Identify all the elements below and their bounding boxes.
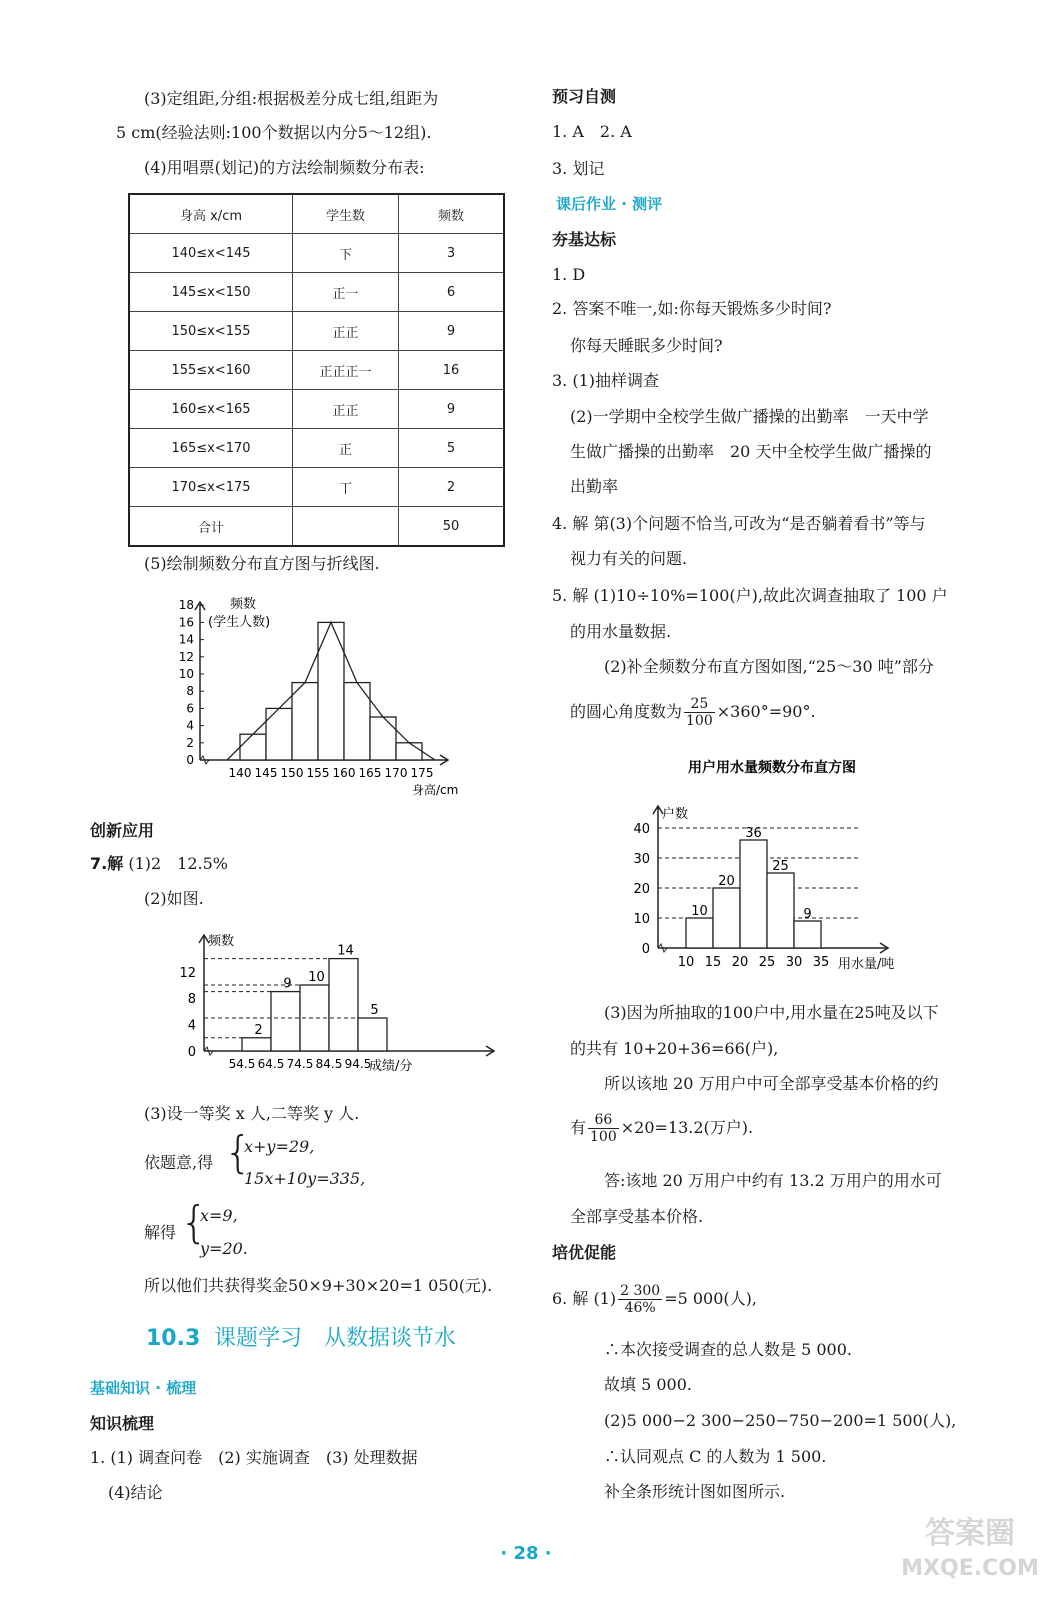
table-header-row — [129, 194, 504, 234]
y-tick-label: 10 — [178, 667, 194, 681]
table-row — [129, 312, 504, 351]
table-cell: 9 — [399, 390, 505, 429]
solution-1: x=9, — [200, 1206, 238, 1225]
step4-text: (4)用唱票(划记)的方法绘制频数分布表: — [144, 158, 425, 177]
table-total-row — [129, 507, 504, 547]
table-header-cell: 学生数 — [293, 194, 399, 234]
answer-4-line2: 视力有关的问题. — [570, 549, 688, 568]
homework-tag: 课后作业 · 测评 — [556, 195, 663, 213]
x-tick-label: 10 — [677, 955, 695, 970]
step5-text: (5)绘制频数分布直方图与折线图. — [144, 554, 380, 573]
histogram-bar — [767, 873, 794, 948]
bar-value-label: 36 — [745, 826, 762, 841]
table-cell: 2 — [399, 468, 505, 507]
y-tick-label: 8 — [186, 684, 194, 699]
q7-jie: 解 — [107, 854, 124, 873]
answer-5-line7: 所以该地 20 万用户中可全部享受基本价格的约 — [604, 1074, 939, 1093]
fraction-denominator: 100 — [686, 713, 713, 729]
y-tick-label: 4 — [186, 718, 194, 733]
answer-6-line4: (2)5 000−2 300−250−750−200=1 500(人), — [604, 1411, 957, 1430]
histogram-bar — [329, 959, 358, 1051]
y-tick-label: 4 — [187, 1018, 196, 1034]
table-row — [129, 390, 504, 429]
bar-value-label: 10 — [691, 904, 708, 919]
bar-value-label: 5 — [370, 1003, 379, 1018]
answer-5-line5: (3)因为所抽取的100户中,用水量在25吨及以下 — [604, 1003, 939, 1022]
x-tick-label: 74.5 — [286, 1057, 314, 1071]
table-header-cell: 频数 — [399, 194, 505, 234]
table-cell: 下 — [293, 234, 399, 273]
histogram-bar — [240, 734, 266, 760]
watermark-text: 答案圈 — [925, 1516, 1015, 1551]
answer-5-text: ×360°=90°. — [716, 702, 816, 721]
y-tick-label: 12 — [179, 965, 196, 981]
answer-6-text: 6. 解 (1) — [552, 1289, 617, 1308]
preview-answer-3: 3. 划记 — [552, 159, 605, 178]
y-tick-label: 6 — [186, 701, 194, 716]
table-cell: 正一 — [293, 273, 399, 312]
fraction-denominator: 100 — [590, 1129, 617, 1145]
q7-number: 7. — [90, 854, 108, 873]
answer-4-line1: 4. 解 第(3)个问题不恰当,可改为“是否躺着看书”等与 — [552, 514, 926, 533]
q7-part1: (1)2 12.5% — [128, 854, 229, 873]
table-row — [129, 273, 504, 312]
table-row — [129, 429, 504, 468]
histogram-bar — [370, 717, 396, 760]
y-tick-label: 2 — [186, 735, 194, 750]
bar-value-label: 9 — [803, 907, 812, 922]
q7-line1 — [90, 853, 228, 875]
watermark-logo — [900, 1505, 1040, 1585]
table-cell: 正正 — [293, 312, 399, 351]
basic-knowledge-tag: 基础知识 · 梳理 — [90, 1379, 197, 1397]
answer-6-line1 — [552, 1283, 757, 1316]
histogram-bar — [713, 888, 740, 948]
histogram-bar — [271, 992, 300, 1051]
y-tick-label: 16 — [178, 615, 194, 630]
histogram-bar — [794, 921, 821, 948]
y-axis-label: 频数 — [208, 934, 235, 949]
x-axis-label: 成绩/分 — [369, 1059, 413, 1074]
section-number: 10.3 — [146, 1326, 201, 1351]
bar-value-label: 20 — [718, 874, 735, 889]
x-tick-label: 64.5 — [257, 1057, 285, 1071]
x-tick-label: 175 — [410, 766, 434, 780]
fraction — [684, 696, 715, 729]
frequency-table — [128, 193, 505, 547]
table-cell: 155≤x<160 — [129, 351, 293, 390]
table-cell: 170≤x<175 — [129, 468, 293, 507]
answer-5-line4 — [570, 696, 816, 729]
answer-3-line4: 出勤率 — [570, 477, 619, 496]
fraction-numerator: 66 — [588, 1112, 619, 1129]
y-tick-label: 14 — [178, 632, 194, 647]
table-cell: 160≤x<165 — [129, 390, 293, 429]
section-title: 课题学习 从数据谈节水 — [214, 1326, 457, 1351]
y-axis-label: (学生人数) — [208, 615, 271, 630]
answer-5-text: 的圆心角度数为 — [570, 702, 683, 721]
table-cell: 50 — [399, 507, 505, 547]
bar-value-label: 25 — [772, 859, 789, 874]
table-cell: 合计 — [129, 507, 293, 547]
answer-3-line2: (2)一学期中全校学生做广播操的出勤率 一天中学 — [570, 407, 929, 426]
x-tick-label: 30 — [785, 955, 803, 970]
x-tick-label: 15 — [704, 955, 722, 970]
bar-value-label: 10 — [308, 970, 325, 985]
x-axis-label: 用水量/吨 — [838, 957, 895, 972]
table-cell: 3 — [399, 234, 505, 273]
answer-1: 1. D — [552, 265, 586, 284]
x-tick-label: 20 — [731, 955, 749, 970]
answer-3-line3: 生做广播操的出勤率 20 天中全校学生做广播操的 — [570, 442, 932, 461]
fraction-numerator: 2 300 — [620, 1283, 661, 1299]
table-cell: 5 — [399, 429, 505, 468]
equation-2: 15x+10y=335, — [244, 1169, 366, 1188]
x-tick-label: 165 — [358, 766, 382, 780]
bar-value-label: 9 — [283, 976, 292, 992]
answer-5-line10: 全部享受基本价格. — [570, 1207, 704, 1226]
answer-5-text: 有 — [570, 1118, 587, 1137]
table-cell: 140≤x<145 — [129, 234, 293, 273]
histogram-bar — [266, 708, 292, 760]
table-header-cell: 身高 x/cm — [129, 194, 293, 234]
answer-5-text: ×20=13.2(万户). — [620, 1118, 754, 1137]
table-row — [129, 468, 504, 507]
knowledge-title: 知识梳理 — [90, 1414, 155, 1433]
table-row — [129, 234, 504, 273]
table-cell: 6 — [399, 273, 505, 312]
innovation-title: 创新应用 — [90, 821, 155, 840]
q7-part2: (2)如图. — [144, 889, 204, 908]
step3-line1: (3)定组距,分组:根据极差分成七组,组距为 — [144, 89, 439, 108]
answer-6-line2: ∴本次接受调查的总人数是 5 000. — [604, 1340, 852, 1359]
q7-yiti: 依题意,得 — [144, 1153, 214, 1172]
table-cell: 正 — [293, 429, 399, 468]
x-tick-label: 25 — [758, 955, 776, 970]
answer-2-line1: 2. 答案不唯一,如:你每天锻炼多少时间? — [552, 299, 832, 318]
watermark-url: MXQE.COM — [901, 1556, 1039, 1581]
x-tick-label: 35 — [812, 955, 830, 970]
x-tick-label: 54.5 — [228, 1057, 256, 1071]
histogram-bar — [396, 743, 422, 760]
x-tick-label: 94.5 — [344, 1057, 372, 1071]
table-cell: 145≤x<150 — [129, 273, 293, 312]
water-usage-histogram-chart — [622, 750, 942, 980]
score-histogram-chart — [164, 925, 534, 1085]
left-brace-icon: { — [224, 1127, 252, 1178]
table-cell: 正正正一 — [293, 351, 399, 390]
y-tick-label: 0 — [641, 942, 650, 957]
advance-title: 培优促能 — [552, 1243, 617, 1262]
table-cell: 150≤x<155 — [129, 312, 293, 351]
x-tick-label: 84.5 — [315, 1057, 343, 1071]
fraction-numerator: 25 — [684, 696, 715, 713]
chart-title: 用户用水量频数分布直方图 — [688, 760, 856, 776]
page-number: · 28 · — [500, 1543, 552, 1564]
height-histogram-chart — [160, 590, 540, 800]
histogram-bar — [686, 918, 713, 948]
fraction — [618, 1283, 662, 1316]
q7-part3: (3)设一等奖 x 人,二等奖 y 人. — [144, 1104, 360, 1123]
table-row — [129, 351, 504, 390]
equation-1: x+y=29, — [244, 1137, 315, 1156]
x-tick-label: 155 — [306, 766, 330, 780]
y-tick-label: 10 — [633, 912, 650, 927]
histogram-bar — [740, 840, 767, 948]
y-tick-label: 12 — [178, 649, 194, 664]
table-cell: 正正 — [293, 390, 399, 429]
q7-jiede: 解得 — [144, 1223, 177, 1242]
q7-final: 所以他们共获得奖金50×9+30×20=1 050(元). — [144, 1276, 493, 1295]
x-tick-label: 145 — [254, 766, 278, 780]
x-tick-label: 140 — [228, 766, 252, 780]
answer-5-line6: 的共有 10+20+36=66(户), — [570, 1039, 779, 1058]
answer-6-line6: 补全条形统计图如图所示. — [604, 1482, 786, 1501]
table-cell: 16 — [399, 351, 505, 390]
basic-title: 夯基达标 — [552, 230, 617, 249]
answer-6-line3: 故填 5 000. — [604, 1375, 692, 1394]
answer-3-line1: 3. (1)抽样调查 — [552, 371, 660, 390]
x-axis-label: 身高/cm — [412, 783, 459, 797]
fraction — [588, 1112, 619, 1145]
knowledge-item-2: (4)结论 — [108, 1483, 163, 1502]
answer-5-line2: 的用水量数据. — [570, 622, 672, 641]
y-tick-label: 0 — [186, 753, 194, 767]
preview-title: 预习自测 — [552, 87, 617, 106]
solution-2: y=20. — [200, 1239, 248, 1258]
bar-value-label: 14 — [337, 943, 354, 959]
histogram-bar — [292, 683, 318, 760]
y-axis-label: 频数 — [230, 597, 257, 612]
histogram-bar — [242, 1038, 271, 1051]
y-tick-label: 40 — [633, 822, 650, 837]
table-cell: 丅 — [293, 468, 399, 507]
y-tick-label: 18 — [178, 598, 194, 613]
step3-line2: 5 cm(经验法则:100个数据以内分5～12组). — [116, 123, 432, 142]
fraction-denominator: 46% — [624, 1300, 656, 1316]
x-tick-label: 170 — [384, 766, 408, 780]
answer-5-line1: 5. 解 (1)10÷10%=100(户),故此次调查抽取了 100 户 — [552, 586, 948, 605]
bar-value-label: 2 — [254, 1022, 263, 1038]
y-tick-label: 0 — [187, 1045, 196, 1060]
preview-answer-1: 1. A 2. A — [552, 122, 632, 141]
table-cell — [293, 507, 399, 547]
x-tick-label: 160 — [332, 766, 356, 780]
answer-6-text: =5 000(人), — [664, 1289, 757, 1308]
table-cell: 165≤x<170 — [129, 429, 293, 468]
answer-5-line9: 答:该地 20 万用户中约有 13.2 万用户的用水可 — [604, 1171, 942, 1190]
y-axis-label: 户数 — [662, 807, 689, 822]
knowledge-item-1: 1. (1) 调查问卷 (2) 实施调查 (3) 处理数据 — [90, 1448, 418, 1467]
table-cell: 9 — [399, 312, 505, 351]
y-tick-label: 20 — [633, 882, 650, 897]
answer-5-line8 — [570, 1112, 753, 1145]
answer-5-line3: (2)补全频数分布直方图如图,“25～30 吨”部分 — [604, 657, 934, 676]
answer-2-line2: 你每天睡眠多少时间? — [570, 336, 723, 355]
histogram-bar — [358, 1018, 387, 1051]
answer-6-line5: ∴认同观点 C 的人数为 1 500. — [604, 1447, 827, 1466]
y-tick-label: 8 — [187, 992, 196, 1008]
left-brace-icon: { — [180, 1197, 208, 1248]
y-tick-label: 30 — [633, 852, 650, 867]
x-tick-label: 150 — [280, 766, 304, 780]
